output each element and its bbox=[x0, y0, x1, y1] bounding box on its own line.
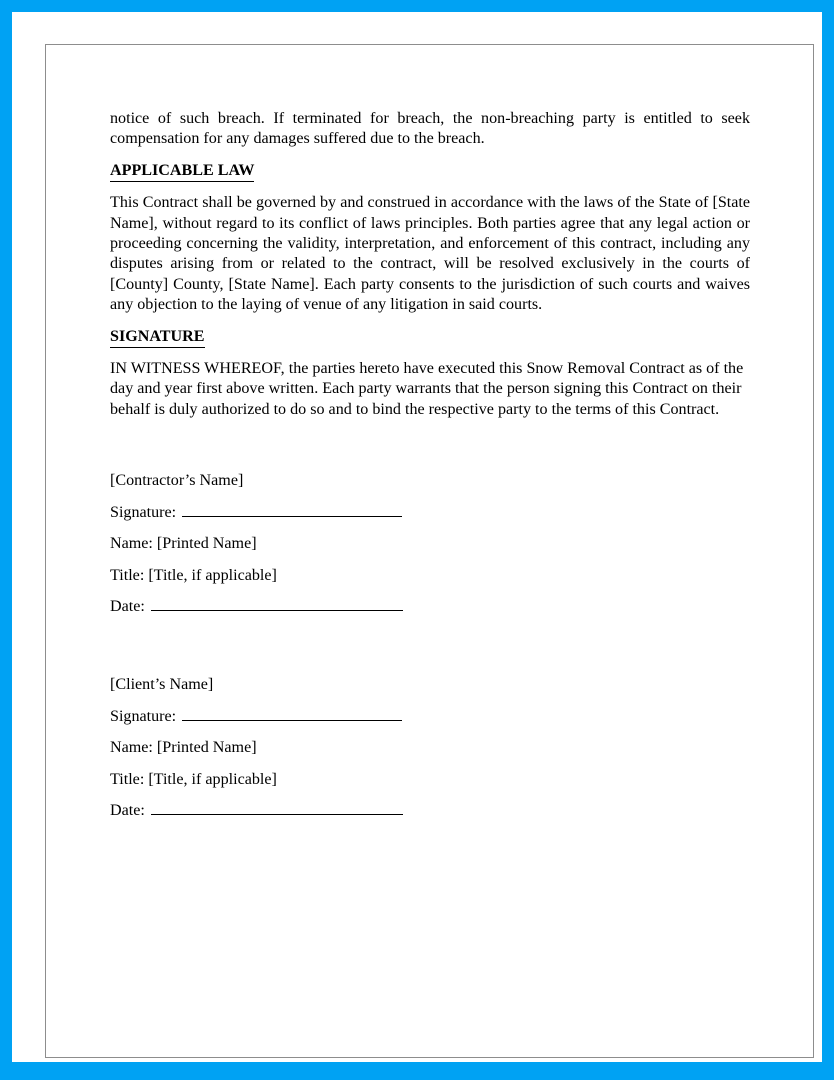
signature-line-row bbox=[110, 707, 750, 727]
date-rule[interactable] bbox=[151, 598, 403, 611]
section-heading-applicable-law: APPLICABLE LAW bbox=[110, 161, 254, 182]
signature-line-row bbox=[110, 503, 750, 523]
spacer bbox=[110, 617, 750, 675]
title-line: Title: [Title, if applicable] bbox=[110, 770, 277, 788]
section-paragraph-signature: IN WITNESS WHEREOF, the parties hereto have executed this Snow Removal Contract as of the day and year first above written. Each party warrants that the person signing this Contract on their behalf is duly authorized to do so and to bind the respective party to the terms of this Contract. bbox=[110, 360, 744, 418]
spacer bbox=[110, 150, 750, 161]
section-heading-signature-row bbox=[110, 327, 750, 348]
section-heading-signature: SIGNATURE bbox=[110, 327, 205, 348]
title-line: Title: [Title, if applicable] bbox=[110, 566, 277, 584]
section-paragraph-applicable-law: This Contract shall be governed by and construed in accordance with the laws of the State of [State Name], without regard to its conflict of laws principles. Both parties agree that any legal action or proceeding concerning the validity, interpretation, and enforcement of this contract, including any disputes arising from or related to the contract, will be resolved exclusively in the courts of [County] County, [State Name]. Each party consents to the jurisdiction of such courts and waives any objection to the laying of venue of any litigation in said courts. bbox=[110, 194, 750, 314]
signature-party-name: [Client’s Name] bbox=[110, 676, 214, 694]
date-label: Date: bbox=[110, 597, 145, 615]
date-line-row bbox=[110, 597, 750, 617]
signature-rule[interactable] bbox=[182, 708, 402, 721]
spacer bbox=[110, 348, 750, 359]
document-content bbox=[110, 109, 750, 821]
date-label: Date: bbox=[110, 801, 145, 819]
spacer bbox=[110, 420, 750, 471]
document-page bbox=[45, 44, 814, 1058]
spacer bbox=[110, 316, 750, 327]
signature-block-contractor bbox=[110, 471, 750, 617]
signature-block-client bbox=[110, 675, 750, 821]
printed-name-line: Name: [Printed Name] bbox=[110, 535, 257, 553]
signature-party-name: [Contractor’s Name] bbox=[110, 472, 244, 490]
date-line-row bbox=[110, 801, 750, 821]
signature-label: Signature: bbox=[110, 707, 177, 725]
printed-name-line: Name: [Printed Name] bbox=[110, 739, 257, 757]
spacer bbox=[110, 182, 750, 193]
signature-rule[interactable] bbox=[182, 504, 402, 517]
page-mat bbox=[12, 12, 822, 1062]
section-heading-applicable-law-row bbox=[110, 161, 750, 182]
signature-label: Signature: bbox=[110, 503, 177, 521]
date-rule[interactable] bbox=[151, 802, 403, 815]
continued-paragraph: notice of such breach. If terminated for breach, the non-breaching party is entitled to seek compensation for any damages suffered due to the breach. bbox=[110, 110, 750, 148]
